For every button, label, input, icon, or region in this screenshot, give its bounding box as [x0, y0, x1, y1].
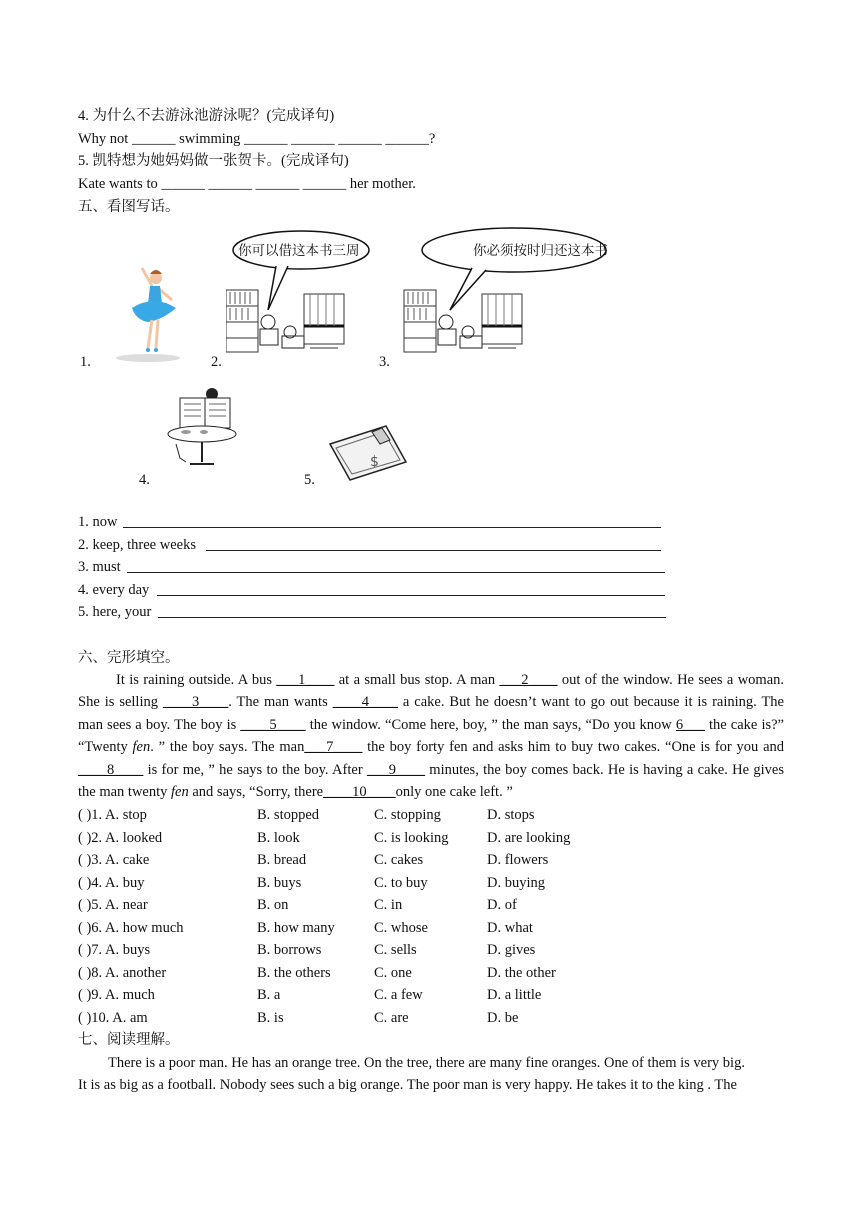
question-number-option-a: ( )9. A. much	[78, 987, 155, 1003]
writing-prompt-5: 5. here, your	[78, 604, 152, 620]
option-d: D. of	[487, 897, 517, 913]
question-number-option-a: ( )5. A. near	[78, 897, 148, 913]
picture-label-2: 2.	[211, 354, 222, 370]
question-4-line: Why not ______ swimming ______ ______ ______ ______?	[78, 131, 436, 147]
option-c: C. whose	[374, 919, 428, 936]
reading-passage-line-2: It is as big as a football. Nobody sees such a big orange. The poor man is very happy. He takes it to the king . The	[78, 1077, 737, 1093]
question-number-option-a: ( )3. A. cake	[78, 852, 150, 868]
section-5-heading: 五、看图写话。	[78, 199, 180, 215]
option-b: B. buys	[257, 874, 302, 891]
passage-text: the cake is?” “Twenty	[78, 716, 784, 756]
answer-line-1[interactable]	[123, 527, 661, 528]
passage-text: . ” the boy says. The man	[150, 739, 305, 756]
option-c: C. in	[374, 897, 403, 913]
writing-prompt-1: 1. now	[78, 514, 118, 530]
picture-label-1: 1.	[80, 354, 91, 370]
passage-text: having a cake. He gives the man twenty	[78, 761, 785, 801]
answer-line-2[interactable]	[206, 550, 661, 551]
option-b: B. borrows	[257, 942, 322, 958]
answer-line-4[interactable]	[157, 595, 665, 596]
blank-8: ____8____	[78, 761, 144, 778]
option-d: D. are looking	[487, 829, 571, 846]
option-d: D. gives	[487, 942, 536, 958]
passage-text: is for me, ” he says to the boy. After	[143, 761, 367, 778]
option-d: D. be	[487, 1009, 519, 1026]
option-c: C. is looking	[374, 829, 449, 846]
picture-label-4: 4.	[139, 472, 150, 488]
passage-text: a cake. But he doesn’t want to go out because it is	[397, 694, 708, 711]
option-b: B. on	[257, 897, 289, 913]
option-b: B. look	[257, 829, 300, 846]
answer-line-5[interactable]	[158, 617, 666, 618]
option-d: D. flowers	[487, 852, 549, 868]
ballet-dancer-picture	[112, 264, 184, 364]
option-d: D. stops	[487, 807, 535, 823]
option-b: B. a	[257, 987, 281, 1003]
option-d: D. what	[487, 919, 533, 936]
option-b: B. how many	[257, 919, 335, 936]
question-number-option-a: ( )2. A. looked	[78, 829, 163, 846]
blank-1: ___1____	[276, 672, 335, 688]
passage-text: It is raining outside. A bus	[116, 672, 277, 688]
man-reading-newspaper-picture	[166, 386, 240, 468]
writing-prompt-3: 3. must	[78, 559, 121, 575]
question-number-option-a: ( )10. A. am	[78, 1009, 148, 1026]
question-4-label: 4. 为什么不去游泳池游泳呢？(完成译句)	[78, 108, 335, 124]
option-c: C. cakes	[374, 852, 424, 868]
option-c: C. sells	[374, 942, 417, 958]
passage-text: fen	[171, 784, 189, 801]
question-number-option-a: ( )7. A. buys	[78, 942, 151, 958]
question-5-line: Kate wants to ______ ______ ______ ______ her mother.	[78, 176, 416, 192]
passage-text: the window. “Come here, boy, ” the man says, “Do you know	[305, 716, 672, 733]
passage-text: . The man wants	[228, 694, 333, 711]
option-d: D. the other	[487, 964, 556, 981]
blank-2: ___2____	[499, 672, 558, 688]
option-c: C. a few	[374, 987, 423, 1003]
option-d: D. a little	[487, 987, 542, 1003]
picture-label-5: 5.	[304, 472, 315, 488]
passage-text: raining. The man sees a boy. The boy is	[78, 694, 784, 733]
blank-4: ____4____	[332, 694, 398, 711]
section-6-heading: 六、完形填空。	[78, 650, 180, 666]
option-b: B. stopped	[257, 807, 320, 823]
passage-text: and says, “Sorry, there	[188, 784, 324, 801]
answer-line-3[interactable]	[127, 572, 665, 573]
speech-bubble-1-text: 你可以借这本书三周	[238, 243, 360, 259]
question-number-option-a: ( )8. A. another	[78, 964, 167, 981]
option-b: B. the others	[257, 964, 331, 981]
writing-prompt-2: 2. keep, three weeks	[78, 537, 196, 553]
option-c: C. to buy	[374, 874, 428, 891]
option-c: C. stopping	[374, 807, 441, 823]
speech-bubble-2-text: 你必须按时归还这本书	[473, 243, 608, 259]
passage-text: fen	[132, 739, 151, 756]
passage-text: minutes, the boy comes back. He is	[424, 761, 639, 778]
passage-text: at a small bus stop. A man	[334, 672, 500, 688]
option-b: B. bread	[257, 852, 307, 868]
picture-label-3: 3.	[379, 354, 390, 370]
passage-text: the boy forty fen and asks him to buy two cakes.	[362, 739, 661, 756]
option-d: D. buying	[487, 874, 545, 891]
reading-passage-line-1: There is a poor man. He has an orange tree. On the tree, there are many fine oranges. One of them is very big.	[108, 1055, 745, 1071]
blank-5: ____5____	[240, 716, 306, 733]
blank-7: ___7____	[304, 739, 363, 756]
writing-prompt-4: 4. every day	[78, 582, 150, 598]
passage-text: woman. She is selling	[78, 672, 785, 711]
blank-6: 6___	[675, 716, 705, 733]
question-5-label: 5. 凯特想为她妈妈做一张贺卡。(完成译句)	[78, 153, 349, 169]
option-c: C. one	[374, 964, 412, 981]
passage-text: only one cake left. ”	[395, 784, 513, 801]
cloze-passage	[78, 669, 784, 803]
question-number-option-a: ( )4. A. buy	[78, 874, 145, 891]
passage-text: “One is for you and	[665, 739, 785, 756]
blank-10: ____10____	[323, 784, 396, 801]
section-7-heading: 七、阅读理解。	[78, 1032, 180, 1048]
option-b: B. is	[257, 1009, 284, 1026]
blank-3: ____3____	[162, 694, 229, 711]
question-number-option-a: ( )6. A. how much	[78, 919, 184, 936]
passage-text: out of the window. He sees a	[557, 672, 734, 688]
svg-text:$: $	[370, 454, 379, 470]
option-c: C. are	[374, 1009, 409, 1026]
wallet-picture	[326, 422, 410, 484]
question-number-option-a: ( )1. A. stop	[78, 807, 147, 823]
blank-9: ___9____	[366, 761, 425, 778]
